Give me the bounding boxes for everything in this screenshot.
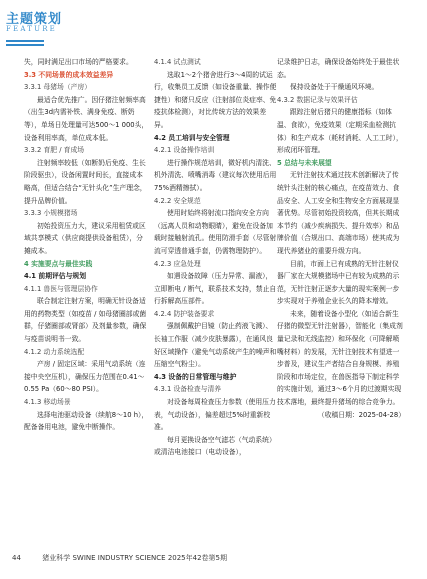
subheading: 3.3.2 育肥 / 育成场	[24, 146, 85, 155]
subheading: 4.1.3 移动场景	[24, 398, 71, 407]
section-heading: 5 总结与未来展望	[277, 158, 332, 167]
paragraph: 对设备每周检查压力参数（使用压力表，气动设备），偏差超过5%时重新校准。	[154, 398, 276, 432]
subheading: 3.3.1 母猪场（产房）	[24, 83, 92, 92]
paragraph: 使用时始终将射流口指向安全方向（远离人员和动物眼睛），避免在设备加载时接触射流孔。使用防滑手套（尽管射流可穿透普通手套，仍需物理防护）。	[154, 209, 277, 255]
paragraph: 进行操作规范培训，微好机内清洗、机外清洗、喷嘴消毒（建议每次使用后用75%酒精擦拭）。	[154, 158, 277, 192]
subheading: 4.1.2 动力系统选配	[24, 347, 85, 356]
subheading: 4.2.1 设备操作培训	[154, 146, 215, 155]
subheading: 4.1 前期评估与规划	[24, 272, 86, 281]
paragraph: 无针注射技术通过技术创新解决了传统针头注射的核心痛点，在疫苗效力、食品安全、人工安全和生物安全方面展现显著优势。尽管初始投资较高，但其长期成本节约（减少疾病损失、提升效率）和品牌价值（合规出口、高端市场）使其成为现代养猪业的重要升级方向。	[277, 171, 400, 255]
paragraph: 记录维护日志，确保设备始终处于最佳状态。	[277, 58, 400, 79]
subheading: 4.2.3 应急处理	[154, 259, 201, 268]
paragraph: 最适合优先推广。因仔猪注射频率高（出生3d内需补铁、满身免疫、断奶等），单场日处理量可达500～1 000头，设备利用率高，单位成本低。	[24, 95, 149, 142]
section-heading: 4 实施要点与最佳实践	[24, 259, 93, 268]
subheading: 4.3.1 设备检查与清养	[154, 385, 222, 394]
paragraph: 选取1～2个猪舍进行3～4周的试运行，收集员工反馈（如设备重量、操作便捷性）和猪只反应（注射部位炎症率、免疫抗体检测），对比传统方法的效果差异。	[154, 70, 277, 129]
paragraph: 联合制定注射方案，明确无针设备适用的药物类型（如疫苗 / 如母猪圈部或菌群，仔猪圈部或肾部）及剂量参数，确保与疫苗说明书一致。	[24, 297, 147, 344]
subheading: 4.1.1 兽医与管理层协作	[24, 284, 98, 293]
section-header	[6, 8, 126, 38]
subheading: 4.2.2 安全规范	[154, 196, 201, 205]
column-2	[154, 56, 279, 459]
section-heading: 3.3 不同场景的成本效益差异	[24, 70, 114, 79]
page-number: 44	[12, 554, 21, 562]
subheading: 3.3.3 小规模猪场	[24, 209, 78, 218]
paragraph: 未来，随着设备小型化（如适合新生仔猪的微型无针注射器），智能化（集成剂量记录和无线监控）和环保化（可降解喷嘴材料）的发展，无针注射技术有望进一步普及，建议生产者结合自身规模、养殖阶段和市场定位，在兽医指导下制定科学的实施计划，通过3～6个月的过渡期实现技术落地，最终提升猪场的综合竞争力。	[277, 309, 403, 407]
subheading: 4.3.2 数据记录与效果评估	[277, 95, 358, 104]
received-date: （收稿日期：2025-04-28）	[317, 410, 405, 419]
subheading: 4.2 员工培训与安全管理	[154, 133, 230, 142]
header-decoration	[6, 40, 44, 48]
section-subtitle: FEATURE	[6, 25, 57, 33]
column-1	[24, 56, 149, 434]
paragraph: 产房 / 固定区域：采用气动系统（连接中央空压机），确保压力范围在0.41～0.55 Pa（60～80 PSI）。	[24, 360, 146, 394]
paragraph: 跟踪注射后猪只的健康指标（如体温、食欲），免疫效果（定期采血检测抗体）和生产成本（耗材消耗、人工工时），形成闭环管理。	[277, 108, 403, 155]
paragraph: 注射频率较低（如断奶后免疫、生长阶段驱虫），设备闲置时间长，直接成本略高，但适合结合“无针头化”生产理念，提升品牌价值。	[24, 158, 147, 205]
paragraph: 选择电池驱动设备（续航8～10 h），配备备用电池，避免中断操作。	[24, 410, 149, 432]
paragraph: 每月更换设备空气滤芯（气动系统）或清洁电池接口（电动设备），	[154, 435, 276, 457]
subheading: 4.3 设备的日常管理与维护	[154, 372, 237, 381]
column-3	[277, 56, 405, 421]
paragraph: 强制佩戴护目镜（防止药液飞溅）、长袖工作服（减少皮肤暴露），在通风良好区域操作（避免气动系统产生的噪声和压缩空气粉尘）。	[154, 322, 277, 369]
subheading: 4.2.4 防护装备要求	[154, 309, 215, 318]
journal-info: 猪业科学 SWINE INDUSTRY SCIENCE 2025年42卷第5期	[42, 554, 227, 562]
section-title: 主题策划	[6, 12, 63, 27]
subheading: 4.1.4 试点测试	[154, 58, 201, 66]
paragraph: 如遇设备故障（压力异常、漏液），立即断电 / 断气，联系技术支持，禁止自行拆解高压部件。	[154, 272, 277, 306]
paragraph: 初始投资压力大，建议采用租赁或区域共享模式（供应商提供设备租赁），分摊成本。	[24, 221, 146, 255]
paragraph: 失，同时满足出口市场的严格要求。	[24, 58, 133, 66]
paragraph: 保持设备处于干燥通风环境。	[290, 83, 379, 92]
page-footer	[12, 553, 227, 563]
paragraph: 目前，市面上已有成熟的无针注射仪器厂家在大规模猪场中已有较为成熟的示范，无针注射正逐步大量的现实案例一步步实现对于养殖企业长久的降本增效。	[277, 259, 400, 306]
